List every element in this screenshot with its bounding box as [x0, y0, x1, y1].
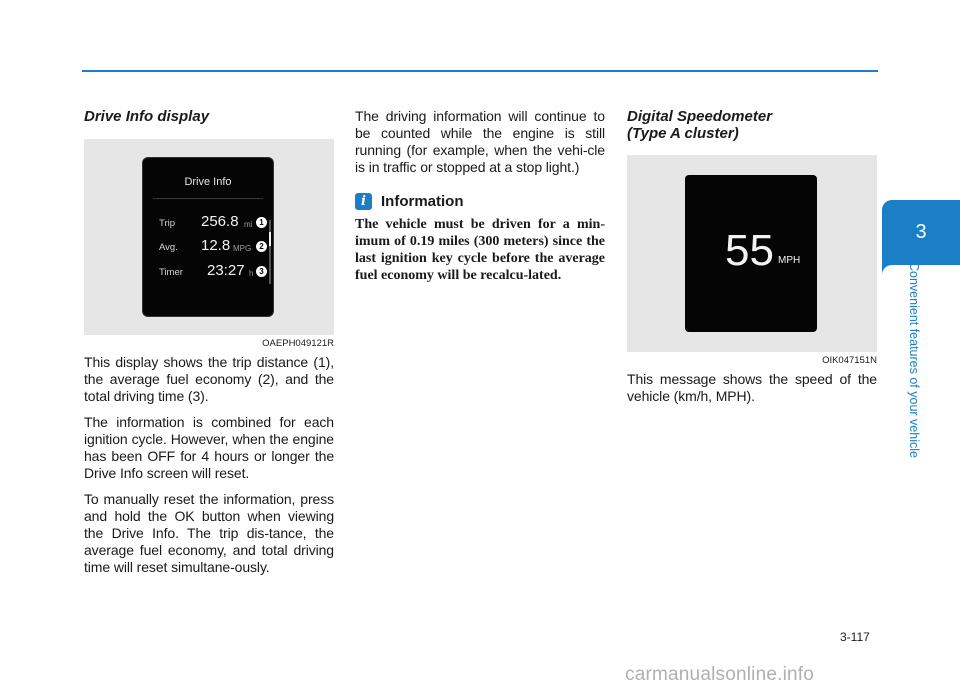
timer-unit: h: [249, 269, 254, 278]
marker-3: 3: [256, 266, 267, 277]
speedometer-heading: [627, 108, 877, 142]
speedometer-heading-line1: Digital Speedometer: [627, 108, 773, 125]
drive-info-paragraph-3: To manually reset the information, press and hold the OK button when viewing the Drive Info. The trip dis-tance, the average fuel economy, and total driving time will reset simultane-ously.: [84, 491, 334, 575]
avg-label: Avg.: [159, 242, 178, 253]
column-speedometer: [627, 108, 877, 414]
chapter-title: Convenient features of your vehicle: [907, 262, 921, 458]
avg-unit: MPG: [233, 244, 252, 253]
watermark: carmanualsonline.info: [625, 664, 815, 685]
drive-info-paragraph-2: The information is combined for each ignition cycle. However, when the engine has been OFF for 4 hours or longer the Drive Info screen will reset.: [84, 414, 334, 481]
marker-1: 1: [256, 217, 267, 228]
chapter-number: 3: [915, 221, 927, 243]
chapter-tab-inner: [882, 265, 960, 500]
speedometer-heading-line2: (Type A cluster): [627, 125, 739, 142]
screen-title: Drive Info: [184, 176, 232, 188]
speed-unit: MPH: [778, 255, 801, 266]
speedometer-figure-code: OIK047151N: [822, 355, 877, 366]
timer-label: Timer: [159, 267, 183, 278]
information-title: Information: [381, 193, 464, 210]
page-number: 3-117: [840, 630, 870, 644]
information-header: [355, 193, 605, 210]
top-rule: [82, 70, 878, 72]
speedometer-paragraph: This message shows the speed of the vehicle (km/h, MPH).: [627, 371, 877, 404]
screen-divider: [153, 198, 263, 199]
scroll-track: [269, 220, 271, 284]
trip-unit: mi: [244, 220, 253, 229]
column-continuation: [355, 108, 605, 284]
continuation-paragraph: The driving information will continue to be counted while the engine is still running (for example, when the vehi-cle is in traffic or stopped at a stop light.): [355, 108, 605, 175]
chapter-tab: [882, 200, 960, 500]
trip-label: Trip: [159, 218, 176, 229]
marker-2: 2: [256, 241, 267, 252]
drive-info-heading: Drive Info display: [84, 108, 210, 125]
timer-value: 23:27: [207, 262, 245, 279]
information-text: The vehicle must be driven for a min-imum of 0.19 miles (300 meters) since the last ignition key cycle before the average fuel economy will be recalcu-lated.: [355, 217, 605, 283]
speedometer-figure: [627, 155, 877, 352]
drive-info-figure-code: OAEPH049121R: [262, 338, 334, 349]
column-drive-info: [84, 108, 334, 585]
avg-value: 12.8: [201, 237, 231, 254]
speed-value: 55: [725, 226, 774, 275]
trip-value: 256.8: [201, 213, 239, 230]
info-icon: i: [355, 193, 372, 210]
drive-info-screen: [142, 157, 274, 317]
speedometer-screen: [685, 175, 817, 332]
scroll-thumb: [269, 232, 271, 246]
drive-info-paragraph-1: This display shows the trip distance (1), the average fuel economy (2), and the total driving time (3).: [84, 354, 334, 404]
drive-info-figure: [84, 139, 334, 335]
